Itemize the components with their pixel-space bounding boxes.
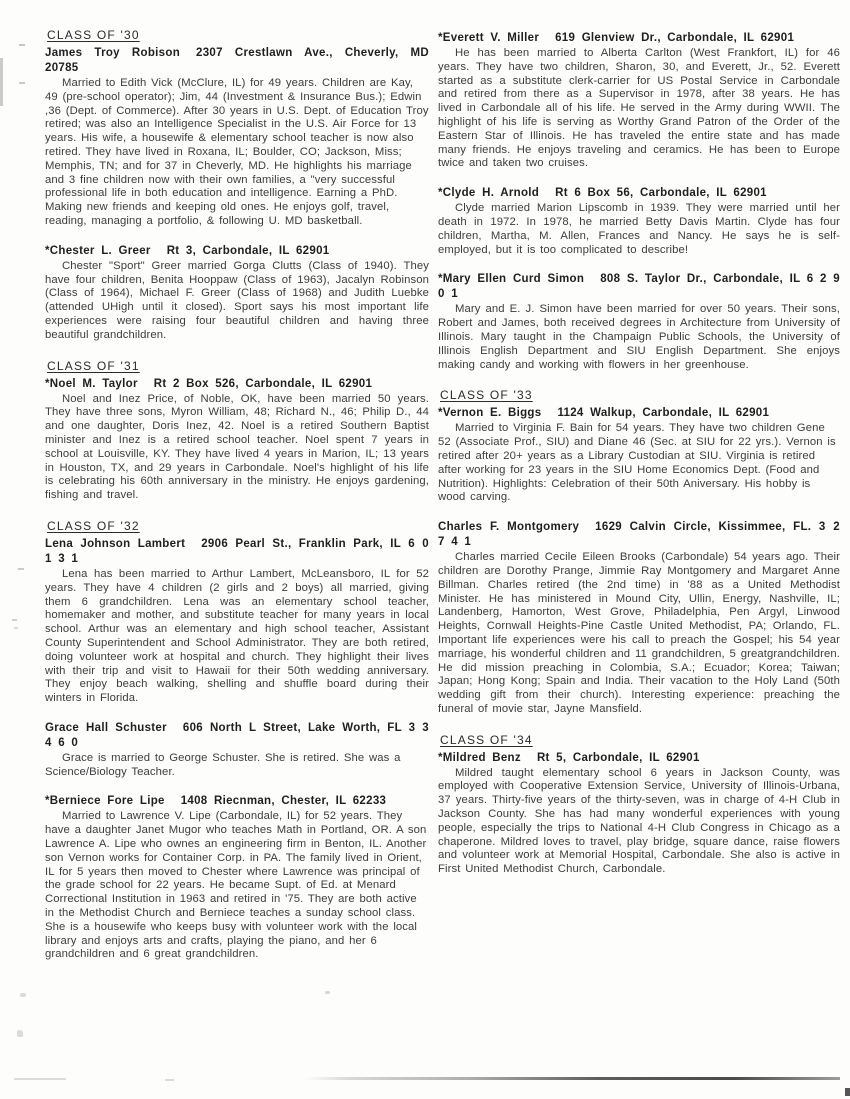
entry-heading [45,794,429,809]
alumnus-address: 2906 Pearl St., Franklin Park, IL 6 0 1 3 1 [45,537,429,565]
alumnus-address: Rt 5, Carbondale, IL 62901 [536,751,700,764]
alumnus-name: Grace Hall Schuster [45,721,167,734]
alumni-entry [45,537,429,706]
entry-bio: Married to Virginia F. Bain for 54 years. They have two children Gene 52 (Associate Prof., SIU) and Diane 46 (Sec. at SIU for 22 yrs.). Vernon is retired after 20+ years as a Library Custodian at SIU. Virginia is retired after working for 23 years in the SIU Home Economics Dept. (Food and Nutrition). Highlights: Celebration of their 50th Aniversary. His hobby is wood carving. [438,422,836,504]
entry-bio: Lena has been married to Arthur Lambert, McLeansboro, IL for 52 years. They have 4 children (2 girls and 2 boys) all married, giving them 6 grandchildren. Lena was an elementary school teacher, homemaker and mother, and substitute teacher for many years in local school. Arthur was an elementary and high school teacher, Assistant County Superintendent and School Administrator. They are both retired, doing volunteer work at hospital and church. They highlight their lives with their trip and visit to Hawaii for their 50th wedding anniversary. They enjoy beach walking, shelling and shuffle board during their winters in Florida. [45,567,429,705]
scan-artifact-dash [19,44,25,46]
left-column [45,26,429,977]
alumnus-address: Rt 3, Carbondale, IL 62901 [166,244,330,257]
entry-bio: He has been married to Alberta Carlton (West Frankfort, IL) for 46 years. They have two children, Sharon, 30, and Everett, Jr., 52. Everett started as a substitute clerk-carrier for US Postal Service in Carbondale and retired from there as a Supervisor in 1978, after 38 years. He has lived in Carbondale all of his life. He served in the Army during WWII. The highlight of his life is serving as Worthy Grand Patron of the Order of the Eastern Star of Illinois. He has traveled the entire state and has made many friends. He enjoys traveling and ceramics. He has been to Europe twice and taken two cruises. [438,47,840,170]
alumnus-name: *Mary Ellen Curd Simon [438,273,585,286]
alumni-entry [45,46,429,229]
scan-artifact-edge-band [0,58,3,106]
entry-bio: Charles married Cecile Eileen Brooks (Carbondale) 54 years ago. Their children are Dorothy Prange, Jimmie Ray Montgomery and Margaret Anne Billman. Charles retired (the 2nd time) in '88 as a United Methodist Minister. He has ministered in Mound City, Ullin, Energy, Nashville, IL; Landenberg, Hamorton, West Grove, Philadelphia, Pen Argyl, Linwood Heights, Cornwall Heights-Pine Castle United Methodist, PA; Orlando, FL. Important life experiences were his call to preach the Gospel; his 54 year marriage, his wonderful children and 11 grandchildren, 5 greatgrandchildren. He did mission preaching in Colombia, S.A.; Ecuador; Korea; Taiwan; Japan; Hong Kong; Spain and India. Their vacation to the Holy Land (50th wedding gift from their church). Interesting experience: preaching the funeral of movie star, Jayne Mansfield. [438,551,840,715]
alumni-entry [45,721,429,780]
alumnus-name: Lena Johnson Lambert [45,537,186,550]
entry-heading [438,272,840,302]
alumnus-address: 606 North L Street, Lake Worth, FL 3 3 4 6 0 [45,721,429,749]
alumnus-name: Charles F. Montgomery [438,521,580,534]
scan-artifact-bottom-streak [305,1077,840,1080]
alumnus-name: *Clyde H. Arnold [438,187,540,200]
scan-artifact-speck [17,1030,23,1037]
scan-artifact-corner-speck [845,1088,850,1096]
entry-heading [438,186,840,201]
scan-artifact-bottom-dot [165,1079,174,1081]
entry-bio: Married to Edith Vick (McClure, IL) for 49 years. Children are Kay, 49 (pre-school operator); Jim, 44 (Investment & Insurance Bus.); Edwin ,36 (Dept. of Commerce). After 30 years in U.S. Dept. of Education Troy retired; was also an Intelligence Specialist in the U.S. Air Force for 13 years. His wife, a housewife & elementary school teacher is now also retired. They have lived in Roxana, IL; Boulder, CO; Jackson, Miss; Memphis, TN; and for 37 in Cheverly, MD. He highlights his marriage and 3 fine children now with their own families, a "very successful professional life in both education and intelligence. Earning a PhD. Making new friends and keeping old ones. He enjoys golf, travel, reading, managing a portfolio, & following U. MD basketball. [45,77,429,227]
alumnus-address: 1408 Riecnman, Chester, IL 62233 [180,795,387,808]
alumnus-address: 2307 Crestlawn Ave., Cheverly, MD 20785 [45,47,429,74]
alumnus-address: Rt 6 Box 56, Carbondale, IL 62901 [555,187,767,200]
alumni-entry [438,406,840,505]
scan-artifact-dash [12,619,17,621]
scan-artifact-speck [325,991,330,994]
entry-heading [438,520,840,550]
entry-bio: Mary and E. J. Simon have been married for over 50 years. Their sons, Robert and James, both received degrees in Architecture from University of Illinois. Mary taught in the Champaign Public Schools, the University of Illinois English Department and SIU English Department. She enjoys making candy and working with flowers in her greenhouse. [438,303,840,371]
alumnus-address: 619 Glenview Dr., Carbondale, IL 62901 [555,32,795,44]
alumni-entry [45,244,429,343]
class-year-header: CLASS OF '33 [440,388,533,403]
entry-bio: Grace is married to George Schuster. She is retired. She was a Science/Biology Teacher. [45,751,401,778]
alumni-entry [438,186,840,257]
alumnus-name: *Noel M. Taylor [45,377,138,390]
class-year-header: CLASS OF '30 [47,28,140,42]
alumni-entry [45,377,429,503]
class-year-header: CLASS OF '32 [47,518,140,533]
alumni-entry [438,272,840,372]
alumnus-name: *Everett V. Miller [438,32,540,44]
alumnus-name: *Mildred Benz [438,751,521,764]
alumnus-name: James Troy Robison [45,47,181,59]
scan-artifact-dash [19,82,25,84]
alumni-entry [438,520,840,717]
entry-heading [45,46,429,76]
entry-heading [438,751,840,766]
alumnus-address: 1124 Walkup, Carbondale, IL 62901 [557,407,770,420]
scan-artifact-dash [18,568,24,570]
entry-bio: Clyde married Marion Lipscomb in 1939. They were married until her death in 1972. In 1978, he married Betty Davis Martin. Clyde has four children, Martha, M. Allen, Frances and Nancy. He says he is self-employed, but it is too complicated to describe! [438,202,840,256]
alumni-entry [45,794,429,962]
class-year-header: CLASS OF '31 [47,358,140,373]
entry-bio: Married to Lawrence V. Lipe (Carbondale, IL) for 52 years. They have a daughter Janet Mugor who teaches Math in Portland, OR. A son Lawrence A. Lipe who ownes an engineering firm in Benton, IL. Another son Vernon works for Container Corp. in PA. The family lived in Orient, IL for 5 years then moved to Chester where Lawrence was principal of the grade school for 22 years. He became Supt. of Ed. at Menard Correctional Institution in 1963 and retired in '75. They are both active in the Methodist Church and Berniece teaches a sunday school class. She is a housewife who keeps busy with volunteer work with the local library and enjoys arts and crafts, playing the piano, and her 6 grandchildren and 6 great grandchildren. [45,810,427,961]
scan-artifact-dash [14,627,18,629]
entry-heading [45,721,429,751]
right-column [438,26,840,977]
alumni-entry [438,31,840,171]
entry-bio: Chester "Sport" Greer married Gorga Clutts (Class of 1940). They have four children, Benita Hooppaw (Class of 1963), Jacalyn Robinson (Class of 1964), Michael F. Greer (Class of 1968) and Judith Luebke (attended UHigh until it closed). Sport says his most important life experiences were raising four beautiful children and having three beautiful grandchildren. [45,259,429,341]
alumnus-name: *Chester L. Greer [45,244,151,257]
alumnus-name: *Vernon E. Biggs [438,407,542,420]
entry-bio: Noel and Inez Price, of Noble, OK, have been married 50 years. They have three sons, Myron William, 48; Richard N., 46; Philip D., 44 and one daughter, Doris Inez, 42. Noel is a retired Southern Baptist minister and Inez is a retired school teacher. Noel spent 7 years in school at Louisville, KY. They have lived 4 years in Marion, IL; 13 years in Houston, TX, and 29 years in Carbondale. Noel's highlight of his life is celebrating his 60th anniversary in the ministry. He enjoys gardening, fishing and travel. [45,392,429,502]
alumni-entry [438,751,840,877]
scan-artifact-speck [20,993,26,997]
alumnus-name: *Berniece Fore Lipe [45,795,165,808]
entry-heading [45,244,429,259]
entry-heading [45,377,429,392]
entry-bio: Mildred taught elementary school 6 years in Jackson County, was employed with Cooperative Extension Service, University of Illinois-Urbana, 37 years. Thirty-five years of the thirty-seven, was in charge of 4-H Club in Jackson County. She has had many wonderful experiences with young people, especially the trips to National 4-H Club Congress in Chicago as a chaperone. Mildred loves to travel, play bridge, square dance, raise flowers and volunteer work at Memorial Hospital, Carbondale. She also is active in First United Methodist Church, Carbondale. [438,766,840,876]
entry-heading [45,537,429,567]
alumnus-address: 1629 Calvin Circle, Kissimmee, FL. 3 2 7 4 1 [438,521,840,549]
class-year-header: CLASS OF '34 [440,732,533,747]
alumnus-address: 808 S. Taylor Dr., Carbondale, IL 6 2 9 0 1 [438,273,840,301]
entry-heading [438,406,840,421]
entry-heading [438,31,840,46]
scan-artifact-bottom-dashes [14,1078,66,1080]
alumnus-address: Rt 2 Box 526, Carbondale, IL 62901 [153,377,373,390]
